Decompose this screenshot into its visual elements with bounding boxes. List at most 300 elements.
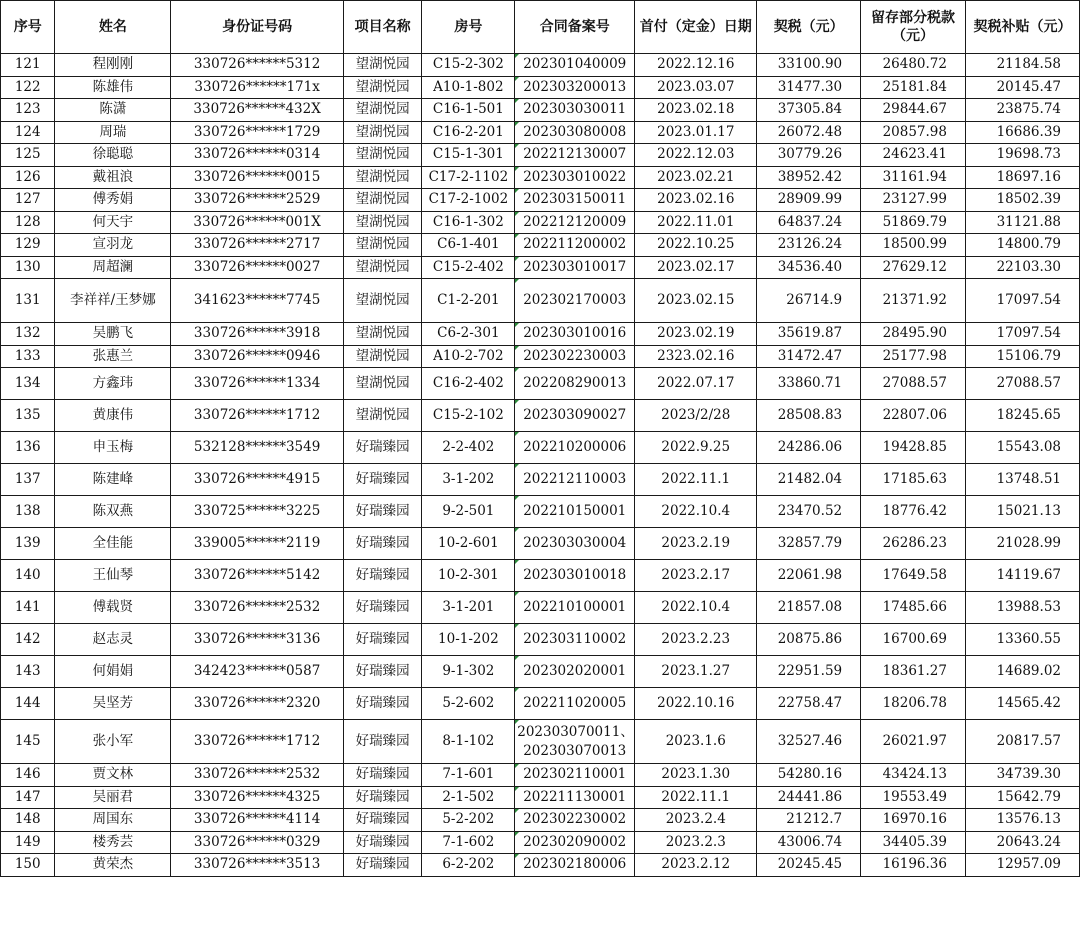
- tax-subsidy-cell: 23875.74: [965, 99, 1079, 122]
- row-number-cell: 122: [1, 76, 55, 99]
- project-name-cell: 好瑞臻园: [343, 496, 422, 528]
- table-row: [1, 279, 1080, 323]
- id-number-cell: 330726******0946: [171, 345, 343, 368]
- room-number-cell: 3-1-201: [422, 592, 515, 624]
- room-number-cell: 9-1-302: [422, 656, 515, 688]
- room-number-cell: C6-2-301: [422, 323, 515, 346]
- tax-subsidy-cell: 15642.79: [965, 786, 1079, 809]
- project-name-cell: 望湖悦园: [343, 279, 422, 323]
- tax-subsidy-cell: 19698.73: [965, 144, 1079, 167]
- tax-subsidy-cell: 18245.65: [965, 400, 1079, 432]
- person-name-cell: 陈潇: [55, 99, 171, 122]
- row-number-cell: 148: [1, 809, 55, 832]
- deed-tax-cell: 20245.45: [757, 854, 861, 877]
- contract-number-cell: 202303090027: [515, 400, 635, 432]
- payment-date-cell: 2023.2.17: [635, 560, 757, 592]
- retained-tax-cell: 17485.66: [861, 592, 966, 624]
- table-row: [1, 256, 1080, 279]
- retained-tax-cell: 22807.06: [861, 400, 966, 432]
- row-number-cell: 139: [1, 528, 55, 560]
- id-number-cell: 330726******0015: [171, 166, 343, 189]
- row-number-cell: 138: [1, 496, 55, 528]
- contract-number-cell: 202303080008: [515, 121, 635, 144]
- retained-tax-cell: 16196.36: [861, 854, 966, 877]
- payment-date-cell: 2023.02.15: [635, 279, 757, 323]
- project-name-cell: 好瑞臻园: [343, 432, 422, 464]
- tax-subsidy-cell: 18697.16: [965, 166, 1079, 189]
- tax-subsidy-cell: 17097.54: [965, 279, 1079, 323]
- person-name-cell: 周瑞: [55, 121, 171, 144]
- id-number-cell: 339005******2119: [171, 528, 343, 560]
- tax-subsidy-cell: 34739.30: [965, 764, 1079, 787]
- retained-tax-cell: 26021.97: [861, 720, 966, 764]
- payment-date-cell: 2022.11.1: [635, 786, 757, 809]
- payment-date-cell: 2022.07.17: [635, 368, 757, 400]
- row-number-cell: 129: [1, 234, 55, 257]
- row-number-cell: 123: [1, 99, 55, 122]
- contract-number-cell: 202212120009: [515, 211, 635, 234]
- retained-tax-cell: 31161.94: [861, 166, 966, 189]
- deed-tax-cell: 23470.52: [757, 496, 861, 528]
- table-row: [1, 166, 1080, 189]
- retained-tax-cell: 18776.42: [861, 496, 966, 528]
- id-number-cell: 330726******4114: [171, 809, 343, 832]
- payment-date-cell: 2022.11.01: [635, 211, 757, 234]
- id-number-cell: 330726******1334: [171, 368, 343, 400]
- person-name-cell: 傅载贤: [55, 592, 171, 624]
- project-name-cell: 望湖悦园: [343, 256, 422, 279]
- person-name-cell: 陈雄伟: [55, 76, 171, 99]
- table-row: [1, 189, 1080, 212]
- deed-tax-cell: 23126.24: [757, 234, 861, 257]
- row-number-cell: 149: [1, 831, 55, 854]
- header-cell: 首付（定金）日期: [635, 1, 757, 54]
- contract-number-cell: 202302020001: [515, 656, 635, 688]
- room-number-cell: C17-2-1102: [422, 166, 515, 189]
- contract-number-cell: 202302090002: [515, 831, 635, 854]
- tax-subsidy-cell: 21184.58: [965, 54, 1079, 77]
- table-row: [1, 234, 1080, 257]
- contract-number-cell: 202303110002: [515, 624, 635, 656]
- retained-tax-cell: 24623.41: [861, 144, 966, 167]
- header-cell: 契税补贴（元）: [965, 1, 1079, 54]
- room-number-cell: C1-2-201: [422, 279, 515, 323]
- tax-subsidy-cell: 14565.42: [965, 688, 1079, 720]
- payment-date-cell: 2023.2.3: [635, 831, 757, 854]
- table-row: [1, 656, 1080, 688]
- table-row: [1, 99, 1080, 122]
- payment-date-cell: 2023.01.17: [635, 121, 757, 144]
- row-number-cell: 143: [1, 656, 55, 688]
- payment-date-cell: 2022.10.25: [635, 234, 757, 257]
- person-name-cell: 张小军: [55, 720, 171, 764]
- table-row: [1, 720, 1080, 764]
- room-number-cell: 10-2-601: [422, 528, 515, 560]
- tax-subsidy-cell: 20643.24: [965, 831, 1079, 854]
- tax-subsidy-cell: 21028.99: [965, 528, 1079, 560]
- project-name-cell: 望湖悦园: [343, 189, 422, 212]
- deed-tax-cell: 24441.86: [757, 786, 861, 809]
- project-name-cell: 望湖悦园: [343, 234, 422, 257]
- project-name-cell: 好瑞臻园: [343, 592, 422, 624]
- project-name-cell: 好瑞臻园: [343, 560, 422, 592]
- retained-tax-cell: 17649.58: [861, 560, 966, 592]
- contract-number-cell: 202302230002: [515, 809, 635, 832]
- id-number-cell: 330726******5142: [171, 560, 343, 592]
- table-row: [1, 464, 1080, 496]
- deed-tax-cell: 21482.04: [757, 464, 861, 496]
- payment-date-cell: 2323.02.16: [635, 345, 757, 368]
- payment-date-cell: 2022.10.4: [635, 592, 757, 624]
- deed-tax-cell: 54280.16: [757, 764, 861, 787]
- payment-date-cell: 2023.02.18: [635, 99, 757, 122]
- deed-tax-cell: 32857.79: [757, 528, 861, 560]
- retained-tax-cell: 25177.98: [861, 345, 966, 368]
- person-name-cell: 贾文林: [55, 764, 171, 787]
- id-number-cell: 532128******3549: [171, 432, 343, 464]
- row-number-cell: 147: [1, 786, 55, 809]
- row-number-cell: 133: [1, 345, 55, 368]
- room-number-cell: C6-1-401: [422, 234, 515, 257]
- retained-tax-cell: 23127.99: [861, 189, 966, 212]
- payment-date-cell: 2023.2.19: [635, 528, 757, 560]
- contract-number-cell: 202303010018: [515, 560, 635, 592]
- project-name-cell: 好瑞臻园: [343, 656, 422, 688]
- room-number-cell: 9-2-501: [422, 496, 515, 528]
- payment-date-cell: 2023.02.17: [635, 256, 757, 279]
- table-row: [1, 528, 1080, 560]
- table-row: [1, 809, 1080, 832]
- id-number-cell: 330726******2717: [171, 234, 343, 257]
- retained-tax-cell: 26480.72: [861, 54, 966, 77]
- payment-date-cell: 2023.2.23: [635, 624, 757, 656]
- id-number-cell: 330726******1712: [171, 720, 343, 764]
- room-number-cell: C16-1-501: [422, 99, 515, 122]
- table-row: [1, 560, 1080, 592]
- retained-tax-cell: 18206.78: [861, 688, 966, 720]
- room-number-cell: C16-1-302: [422, 211, 515, 234]
- row-number-cell: 131: [1, 279, 55, 323]
- contract-number-cell: 202303030011: [515, 99, 635, 122]
- deed-tax-cell: 31477.30: [757, 76, 861, 99]
- payment-date-cell: 2023.1.6: [635, 720, 757, 764]
- id-number-cell: 330726******2529: [171, 189, 343, 212]
- deed-tax-cell: 28508.83: [757, 400, 861, 432]
- retained-tax-cell: 19553.49: [861, 786, 966, 809]
- contract-number-cell: 202303010016: [515, 323, 635, 346]
- tax-subsidy-cell: 14119.67: [965, 560, 1079, 592]
- retained-tax-cell: 20857.98: [861, 121, 966, 144]
- row-number-cell: 144: [1, 688, 55, 720]
- tax-subsidy-cell: 16686.39: [965, 121, 1079, 144]
- contract-number-cell: 202303010022: [515, 166, 635, 189]
- project-name-cell: 望湖悦园: [343, 368, 422, 400]
- payment-date-cell: 2023.02.19: [635, 323, 757, 346]
- row-number-cell: 136: [1, 432, 55, 464]
- room-number-cell: C16-2-402: [422, 368, 515, 400]
- person-name-cell: 李祥祥/王梦娜: [55, 279, 171, 323]
- row-number-cell: 132: [1, 323, 55, 346]
- retained-tax-cell: 26286.23: [861, 528, 966, 560]
- header-cell: 房号: [422, 1, 515, 54]
- contract-number-cell: 202301040009: [515, 54, 635, 77]
- person-name-cell: 吴坚芳: [55, 688, 171, 720]
- tax-subsidy-cell: 15543.08: [965, 432, 1079, 464]
- id-number-cell: 330726******2320: [171, 688, 343, 720]
- id-number-cell: 330726******001X: [171, 211, 343, 234]
- person-name-cell: 周超澜: [55, 256, 171, 279]
- id-number-cell: 330726******1729: [171, 121, 343, 144]
- project-name-cell: 好瑞臻园: [343, 528, 422, 560]
- deed-tax-cell: 37305.84: [757, 99, 861, 122]
- header-cell: 项目名称: [343, 1, 422, 54]
- payment-date-cell: 2023.2.4: [635, 809, 757, 832]
- row-number-cell: 142: [1, 624, 55, 656]
- table-row: [1, 831, 1080, 854]
- tax-subsidy-cell: 20145.47: [965, 76, 1079, 99]
- project-name-cell: 好瑞臻园: [343, 688, 422, 720]
- payment-date-cell: 2023.2.12: [635, 854, 757, 877]
- table-row: [1, 496, 1080, 528]
- room-number-cell: C15-2-402: [422, 256, 515, 279]
- person-name-cell: 吴鹏飞: [55, 323, 171, 346]
- contract-number-cell: 202302110001: [515, 764, 635, 787]
- row-number-cell: 146: [1, 764, 55, 787]
- room-number-cell: C15-1-301: [422, 144, 515, 167]
- table-row: [1, 592, 1080, 624]
- project-name-cell: 好瑞臻园: [343, 854, 422, 877]
- project-name-cell: 好瑞臻园: [343, 786, 422, 809]
- header-cell: 序号: [1, 1, 55, 54]
- retained-tax-cell: 16970.16: [861, 809, 966, 832]
- deed-tax-cell: 22758.47: [757, 688, 861, 720]
- retained-tax-cell: 27088.57: [861, 368, 966, 400]
- person-name-cell: 陈双燕: [55, 496, 171, 528]
- deed-tax-cell: 22951.59: [757, 656, 861, 688]
- id-number-cell: 330726******0314: [171, 144, 343, 167]
- contract-number-cell: 202210150001: [515, 496, 635, 528]
- id-number-cell: 330726******3918: [171, 323, 343, 346]
- table-row: [1, 854, 1080, 877]
- header-row: [1, 1, 1080, 54]
- project-name-cell: 望湖悦园: [343, 400, 422, 432]
- person-name-cell: 吴丽君: [55, 786, 171, 809]
- person-name-cell: 张惠兰: [55, 345, 171, 368]
- room-number-cell: 2-2-402: [422, 432, 515, 464]
- id-number-cell: 342423******0587: [171, 656, 343, 688]
- contract-number-cell: 202303030004: [515, 528, 635, 560]
- row-number-cell: 127: [1, 189, 55, 212]
- room-number-cell: C16-2-201: [422, 121, 515, 144]
- retained-tax-cell: 18361.27: [861, 656, 966, 688]
- contract-number-cell: 202302180006: [515, 854, 635, 877]
- contract-number-cell: 202211130001: [515, 786, 635, 809]
- room-number-cell: 8-1-102: [422, 720, 515, 764]
- table-row: [1, 345, 1080, 368]
- payment-date-cell: 2023.02.16: [635, 189, 757, 212]
- row-number-cell: 145: [1, 720, 55, 764]
- payment-date-cell: 2022.10.16: [635, 688, 757, 720]
- table-row: [1, 786, 1080, 809]
- row-number-cell: 121: [1, 54, 55, 77]
- row-number-cell: 130: [1, 256, 55, 279]
- tax-subsidy-cell: 14689.02: [965, 656, 1079, 688]
- project-name-cell: 好瑞臻园: [343, 720, 422, 764]
- row-number-cell: 128: [1, 211, 55, 234]
- project-name-cell: 望湖悦园: [343, 121, 422, 144]
- deed-tax-cell: 21857.08: [757, 592, 861, 624]
- project-name-cell: 望湖悦园: [343, 166, 422, 189]
- payment-date-cell: 2022.12.03: [635, 144, 757, 167]
- retained-tax-cell: 51869.79: [861, 211, 966, 234]
- tax-subsidy-cell: 13576.13: [965, 809, 1079, 832]
- table-body: [1, 54, 1080, 877]
- payment-date-cell: 2023.02.21: [635, 166, 757, 189]
- deed-tax-cell: 20875.86: [757, 624, 861, 656]
- row-number-cell: 150: [1, 854, 55, 877]
- contract-number-cell: 202302230003: [515, 345, 635, 368]
- table-row: [1, 764, 1080, 787]
- tax-subsidy-cell: 14800.79: [965, 234, 1079, 257]
- tax-subsidy-cell: 13748.51: [965, 464, 1079, 496]
- table-row: [1, 624, 1080, 656]
- retained-tax-cell: 34405.39: [861, 831, 966, 854]
- deed-tax-cell: 24286.06: [757, 432, 861, 464]
- id-number-cell: 341623******7745: [171, 279, 343, 323]
- table-row: [1, 432, 1080, 464]
- deed-tax-cell: 64837.24: [757, 211, 861, 234]
- project-name-cell: 好瑞臻园: [343, 831, 422, 854]
- project-name-cell: 望湖悦园: [343, 211, 422, 234]
- room-number-cell: 10-1-202: [422, 624, 515, 656]
- deed-tax-cell: 32527.46: [757, 720, 861, 764]
- row-number-cell: 134: [1, 368, 55, 400]
- id-number-cell: 330726******3136: [171, 624, 343, 656]
- room-number-cell: 3-1-202: [422, 464, 515, 496]
- deed-tax-cell: 33860.71: [757, 368, 861, 400]
- retained-tax-cell: 16700.69: [861, 624, 966, 656]
- table-row: [1, 688, 1080, 720]
- room-number-cell: 10-2-301: [422, 560, 515, 592]
- table-row: [1, 54, 1080, 77]
- room-number-cell: C17-2-1002: [422, 189, 515, 212]
- payment-date-cell: 2023/2/28: [635, 400, 757, 432]
- retained-tax-cell: 25181.84: [861, 76, 966, 99]
- table-row: [1, 323, 1080, 346]
- room-number-cell: 5-2-202: [422, 809, 515, 832]
- table-row: [1, 211, 1080, 234]
- person-name-cell: 申玉梅: [55, 432, 171, 464]
- contract-number-cell: 202211020005: [515, 688, 635, 720]
- header-cell: 合同备案号: [515, 1, 635, 54]
- row-number-cell: 140: [1, 560, 55, 592]
- row-number-cell: 141: [1, 592, 55, 624]
- id-number-cell: 330726******0027: [171, 256, 343, 279]
- tax-subsidy-cell: 13360.55: [965, 624, 1079, 656]
- id-number-cell: 330726******171x: [171, 76, 343, 99]
- deed-tax-cell: 30779.26: [757, 144, 861, 167]
- person-name-cell: 戴祖浪: [55, 166, 171, 189]
- project-name-cell: 望湖悦园: [343, 54, 422, 77]
- tax-subsidy-cell: 27088.57: [965, 368, 1079, 400]
- payment-date-cell: 2022.10.4: [635, 496, 757, 528]
- deed-tax-cell: 28909.99: [757, 189, 861, 212]
- project-name-cell: 望湖悦园: [343, 323, 422, 346]
- room-number-cell: 7-1-601: [422, 764, 515, 787]
- header-cell: 身份证号码: [171, 1, 343, 54]
- payment-date-cell: 2023.03.07: [635, 76, 757, 99]
- id-number-cell: 330726******0329: [171, 831, 343, 854]
- room-number-cell: 6-2-202: [422, 854, 515, 877]
- contract-number-cell: 202303150011: [515, 189, 635, 212]
- room-number-cell: A10-2-702: [422, 345, 515, 368]
- table-row: [1, 121, 1080, 144]
- retained-tax-cell: 27629.12: [861, 256, 966, 279]
- project-name-cell: 望湖悦园: [343, 76, 422, 99]
- tax-subsidy-cell: 31121.88: [965, 211, 1079, 234]
- person-name-cell: 何天宇: [55, 211, 171, 234]
- tax-subsidy-cell: 13988.53: [965, 592, 1079, 624]
- header-cell: 姓名: [55, 1, 171, 54]
- project-name-cell: 望湖悦园: [343, 99, 422, 122]
- header-cell: 留存部分税款（元）: [861, 1, 966, 54]
- id-number-cell: 330726******2532: [171, 592, 343, 624]
- retained-tax-cell: 28495.90: [861, 323, 966, 346]
- id-number-cell: 330726******2532: [171, 764, 343, 787]
- person-name-cell: 徐聪聪: [55, 144, 171, 167]
- contract-number-cell: 202212130007: [515, 144, 635, 167]
- id-number-cell: 330726******432X: [171, 99, 343, 122]
- id-number-cell: 330726******5312: [171, 54, 343, 77]
- deed-tax-cell: 31472.47: [757, 345, 861, 368]
- person-name-cell: 何娟娟: [55, 656, 171, 688]
- contract-number-cell: 202211200002: [515, 234, 635, 257]
- project-name-cell: 好瑞臻园: [343, 809, 422, 832]
- payment-date-cell: 2022.12.16: [635, 54, 757, 77]
- tax-subsidy-cell: 17097.54: [965, 323, 1079, 346]
- id-number-cell: 330726******1712: [171, 400, 343, 432]
- contract-number-cell: 202212110003: [515, 464, 635, 496]
- deed-tax-cell: 26714.9: [757, 279, 861, 323]
- retained-tax-cell: 29844.67: [861, 99, 966, 122]
- person-name-cell: 赵志灵: [55, 624, 171, 656]
- person-name-cell: 陈建峰: [55, 464, 171, 496]
- tax-subsidy-cell: 15106.79: [965, 345, 1079, 368]
- person-name-cell: 楼秀芸: [55, 831, 171, 854]
- retained-tax-cell: 43424.13: [861, 764, 966, 787]
- person-name-cell: 宣羽龙: [55, 234, 171, 257]
- contract-number-cell: 202208290013: [515, 368, 635, 400]
- person-name-cell: 周国东: [55, 809, 171, 832]
- table-row: [1, 400, 1080, 432]
- person-name-cell: 全佳能: [55, 528, 171, 560]
- contract-number-cell: 202303200013: [515, 76, 635, 99]
- retained-tax-cell: 17185.63: [861, 464, 966, 496]
- id-number-cell: 330726******3513: [171, 854, 343, 877]
- id-number-cell: 330726******4325: [171, 786, 343, 809]
- person-name-cell: 王仙琴: [55, 560, 171, 592]
- table-row: [1, 368, 1080, 400]
- payment-date-cell: 2022.11.1: [635, 464, 757, 496]
- tax-subsidy-cell: 18502.39: [965, 189, 1079, 212]
- contract-number-cell: 202303010017: [515, 256, 635, 279]
- deed-tax-cell: 33100.90: [757, 54, 861, 77]
- deed-tax-cell: 34536.40: [757, 256, 861, 279]
- room-number-cell: C15-2-302: [422, 54, 515, 77]
- row-number-cell: 124: [1, 121, 55, 144]
- project-name-cell: 望湖悦园: [343, 345, 422, 368]
- room-number-cell: A10-1-802: [422, 76, 515, 99]
